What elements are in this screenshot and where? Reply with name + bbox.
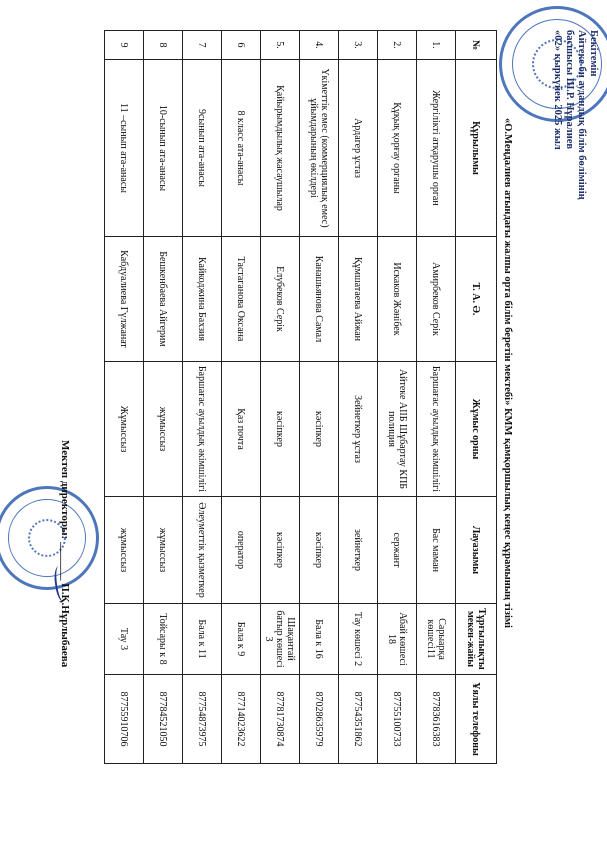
cell-no: 1. <box>417 31 456 60</box>
table-row <box>183 31 222 764</box>
cell-workplace: Зейнеткер ұстаз <box>339 362 378 497</box>
cell-address: Тау 3 <box>105 604 144 675</box>
cell-position: оператор <box>222 497 261 604</box>
col-header-position: Лауазымы <box>456 497 497 604</box>
director-signature-line: Мектеп директоры: _______ П.Қ.Нұрлыбаева <box>59 440 71 668</box>
cell-phone: 87755910706 <box>105 675 144 764</box>
approval-line: «02» қыркүйек 2025 жыл <box>552 30 563 150</box>
cell-phone: 87781730874 <box>261 675 300 764</box>
cell-workplace: Жұмыссыз <box>105 362 144 497</box>
cell-address: Тойсары к 8 <box>144 604 183 675</box>
cell-structure: Жергілікті атқарушы орган <box>417 60 456 237</box>
cell-name: Канашьянова Самал <box>300 237 339 362</box>
cell-address: Тау көшесі 2 <box>339 604 378 675</box>
table-row <box>144 31 183 764</box>
cell-address: Абай көшесі 18 <box>378 604 417 675</box>
table-row <box>417 31 456 764</box>
cell-position: Бас маман <box>417 497 456 604</box>
table-row <box>222 31 261 764</box>
col-header-structure: Құрылымы <box>456 60 497 237</box>
table-row <box>300 31 339 764</box>
cell-address: Бала к 11 <box>183 604 222 675</box>
table-header-row <box>456 31 497 764</box>
cell-position: кәсіпкер <box>300 497 339 604</box>
cell-no: 7 <box>183 31 222 60</box>
cell-no: 2. <box>378 31 417 60</box>
cell-no: 6 <box>222 31 261 60</box>
cell-phone: 87028635979 <box>300 675 339 764</box>
cell-position: сержант <box>378 497 417 604</box>
col-header-address: Тұрғылықты мекен-жайы <box>456 604 497 675</box>
cell-position: кәсіпкер <box>261 497 300 604</box>
cell-structure: 9сынып ата-анасы <box>183 60 222 237</box>
cell-phone: 87714023622 <box>222 675 261 764</box>
table-row <box>105 31 144 764</box>
col-header-no: № <box>456 31 497 60</box>
approval-line: басшысы Ш.Р. Нұралиев <box>564 30 575 150</box>
cell-name: Кабдуалиева Гүлжанат <box>105 237 144 362</box>
col-header-phone: Ұялы телефоны <box>456 675 497 764</box>
cell-no: 8 <box>144 31 183 60</box>
cell-no: 3. <box>339 31 378 60</box>
cell-workplace: жұмыссыз <box>144 362 183 497</box>
cell-phone: 87754873975 <box>183 675 222 764</box>
cell-phone: 87784521050 <box>144 675 183 764</box>
approval-header <box>551 30 599 250</box>
cell-address: Сарыарқа көшесі11 <box>417 604 456 675</box>
cell-structure: Ардагер ұстаз <box>339 60 378 237</box>
cell-no: 5. <box>261 31 300 60</box>
cell-structure: Құқық қорғау органы <box>378 60 417 237</box>
col-header-name: Т. А. Ә. <box>456 237 497 362</box>
cell-position: жұмыссыз <box>105 497 144 604</box>
cell-no: 9 <box>105 31 144 60</box>
approval-line: Бекітемін <box>588 30 599 77</box>
cell-name: Амирбеков Серік <box>417 237 456 362</box>
document-title: «О.Меңдалиев атындағы жалпы орта білім беретін мектебі» КММ қамқоршылық кеңес құрамының тізімі <box>502 118 513 628</box>
cell-name: Искаков Жәнібек <box>378 237 417 362</box>
cell-no: 4. <box>300 31 339 60</box>
cell-name: Тастаганова Оксана <box>222 237 261 362</box>
cell-structure: 11 –сынып ата-анасы <box>105 60 144 237</box>
cell-name: Құмшатаева Айжан <box>339 237 378 362</box>
cell-structure: 10-сынып ата-анасы <box>144 60 183 237</box>
council-members-table <box>104 30 497 764</box>
col-header-workplace: Жұмыс орны <box>456 362 497 497</box>
table-row <box>261 31 300 764</box>
cell-structure: Үкіметтік емес (коммерциялық емес) ұйымдарының өкілдері <box>300 60 339 237</box>
cell-workplace: кәсіпкер <box>261 362 300 497</box>
approval-line: Айтеке би аудандық білім бөлімінің <box>576 30 587 200</box>
cell-workplace: Баршағас ауылдық әкімшілігі <box>183 362 222 497</box>
cell-address: Бала к 9 <box>222 604 261 675</box>
cell-address: Бала к 16 <box>300 604 339 675</box>
cell-structure: 8 класс ата-анасы <box>222 60 261 237</box>
school-seal-icon <box>0 486 99 590</box>
cell-structure: Қайырымдылық жасаушылар <box>261 60 300 237</box>
cell-workplace: Қаз почта <box>222 362 261 497</box>
cell-phone: 87754351862 <box>339 675 378 764</box>
table-row <box>378 31 417 764</box>
cell-position: жұмыссыз <box>144 497 183 604</box>
cell-name: Кайкоджина Бахзия <box>183 237 222 362</box>
cell-name: Елубеков Серік <box>261 237 300 362</box>
cell-workplace: Айтеке АІІБ Шұбартау КПБ полиция <box>378 362 417 497</box>
cell-workplace: кәсіпкер <box>300 362 339 497</box>
cell-phone: 87755100733 <box>378 675 417 764</box>
cell-address: Шақантай батыр көшесі 3 <box>261 604 300 675</box>
cell-phone: 87783616383 <box>417 675 456 764</box>
cell-position: зейнеткер <box>339 497 378 604</box>
table-row <box>339 31 378 764</box>
cell-position: Әлеуметтік қызметкер <box>183 497 222 604</box>
cell-workplace: Баршағас ауылдық әкімшілігі <box>417 362 456 497</box>
cell-name: Бешкенбаева Айгерим <box>144 237 183 362</box>
